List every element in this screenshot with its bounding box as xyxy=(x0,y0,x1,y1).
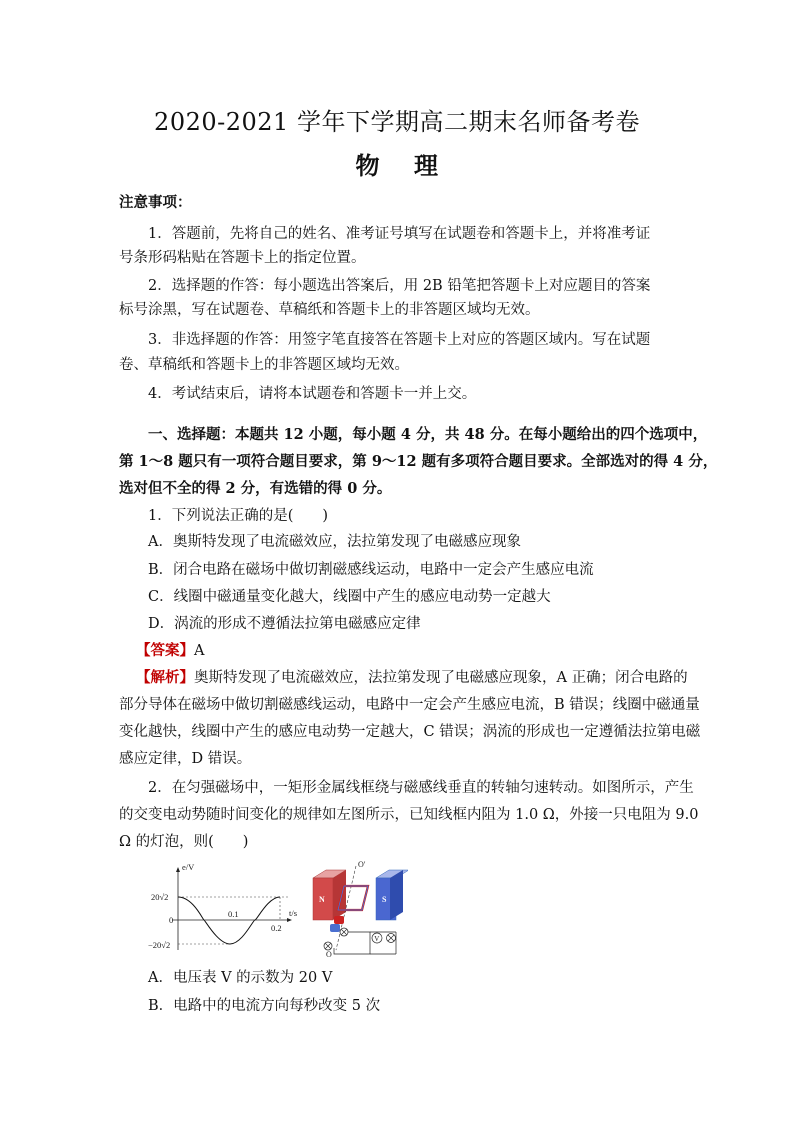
notice-line: 4．考试结束后，请将本试题卷和答题卡一并上交。 xyxy=(148,386,477,402)
question-stem: 2．在匀强磁场中，一矩形金属线框绕与磁感线垂直的转轴匀速转动。如图所示，产生 xyxy=(148,780,694,796)
question-stem: 的交变电动势随时间变化的规律如左图所示，已知线框内阻为 1.0 Ω，外接一只电阻为 9.0 xyxy=(119,807,699,823)
notice-line: 2．选择题的作答：每小题选出答案后，用 2B 铅笔把答题卡上对应题目的答案 xyxy=(148,278,651,294)
analysis-text: 奥斯特发现了电流磁效应，法拉第发现了电磁感应现象，A 正确；闭合电路的 xyxy=(194,670,688,686)
subject-char-2: 理 xyxy=(414,151,439,180)
section-instruction: 一、选择题：本题共 12 小题，每小题 4 分，共 48 分。在每小题给出的四个选项中， xyxy=(148,426,708,443)
analysis-tag: 【解析】 xyxy=(136,669,194,686)
analysis-text: 变化越快，线圈中产生的感应电动势一定越大，C 错误；涡流的形成也一定遵循法拉第电磁 xyxy=(119,724,701,740)
y-axis-label: e/V xyxy=(182,862,195,872)
y-max-label: 20√2 xyxy=(151,892,169,902)
x-axis-label: t/s xyxy=(289,908,298,918)
notice-line: 1．答题前，先将自己的姓名、准考证号填写在试题卷和答题卡上，并将准考证 xyxy=(148,226,651,242)
question-option: C．线圈中磁通量变化越大，线圈中产生的感应电动势一定越大 xyxy=(148,589,551,605)
section-instruction: 第 1～8 题只有一项符合题目要求，第 9～12 题有多项符合题目要求。全部选对的得 4 分， xyxy=(119,453,718,470)
notice-line: 3．非选择题的作答：用签字笔直接答在答题卡上对应的答题区域内。写在试题 xyxy=(148,332,651,348)
exam-title: 2020-2021 学年下学期高二期末名师备考卷 xyxy=(154,108,640,136)
subject-title xyxy=(0,146,794,181)
pole-s-label: S xyxy=(382,895,387,904)
emf-graph xyxy=(148,862,297,950)
question-option: A．电压表 V 的示数为 20 V xyxy=(148,970,333,986)
answer-tag: 【答案】 xyxy=(136,642,194,659)
notice-heading: 注意事项： xyxy=(119,194,192,211)
notice-line: 卷、草稿纸和答题卡上的非答题区域均无效。 xyxy=(119,357,409,373)
emf-curve xyxy=(178,897,280,944)
question-figure xyxy=(148,858,408,958)
notice-line: 号条形码粘贴在答题卡上的指定位置。 xyxy=(119,250,366,266)
question-option: B．闭合电路在磁场中做切割磁感线运动，电路中一定会产生感应电流 xyxy=(148,562,594,578)
notice-line: 标号涂黑，写在试题卷、草稿纸和答题卡上的非答题区域均无效。 xyxy=(119,302,540,318)
y-min-label: −20√2 xyxy=(148,940,171,950)
question-option: A．奥斯特发现了电流磁效应，法拉第发现了电磁感应现象 xyxy=(148,534,521,550)
subject-char-1: 物 xyxy=(355,151,380,180)
y-zero-label: 0 xyxy=(169,915,174,925)
slip-ring xyxy=(334,916,344,924)
question-option: B．电路中的电流方向每秒改变 5 次 xyxy=(148,998,381,1014)
answer-line xyxy=(136,641,204,661)
x-end-label: 0.2 xyxy=(271,923,282,933)
axis-bottom-label: O xyxy=(326,950,332,958)
pole-n-label: N xyxy=(319,895,325,904)
question-stem: 1．下列说法正确的是( ) xyxy=(148,508,329,524)
answer-value: A xyxy=(194,643,205,659)
analysis-text: 感应定律，D 错误。 xyxy=(119,751,252,767)
section-instruction: 选对但不全的得 2 分，有选错的得 0 分。 xyxy=(119,480,392,497)
question-stem: Ω 的灯泡，则( ) xyxy=(119,834,249,850)
question-option: D．涡流的形成不遵循法拉第电磁感应定律 xyxy=(148,616,421,632)
analysis-text: 部分导体在磁场中做切割磁感线运动，电路中一定会产生感应电流，B 错误；线圈中磁通量 xyxy=(119,697,700,713)
generator-apparatus xyxy=(313,860,408,958)
voltmeter-label: V xyxy=(374,935,380,943)
x-axis-arrow-icon xyxy=(287,918,292,922)
y-axis-arrow-icon xyxy=(176,867,180,872)
x-mid-label: 0.1 xyxy=(228,909,239,919)
analysis-line xyxy=(136,668,688,688)
axis-top-label: O′ xyxy=(358,860,366,869)
